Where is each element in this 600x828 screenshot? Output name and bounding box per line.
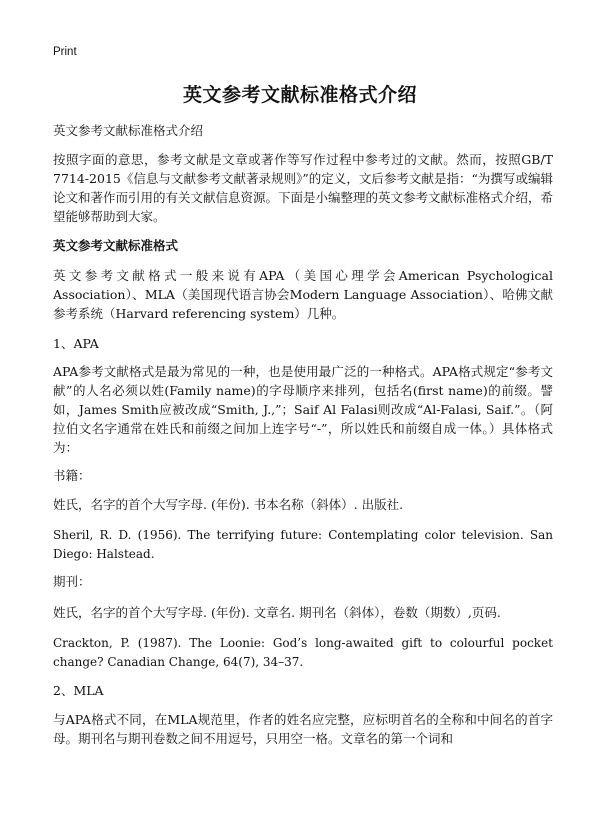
mla-paragraph: 与APA格式不同，在MLA规范里，作者的姓名应完整，应标明首名的全称和中间名的首字母。期刊名与期刊卷数之间不用逗号，只用空一格。文章名的第一个词和 xyxy=(53,712,553,746)
apa-heading: 1、APA xyxy=(53,336,99,351)
journal-format: 姓氏，名字的首个大写字母. (年份). 文章名. 期刊名（斜体），卷数（期数）,页码. xyxy=(53,605,501,620)
page-title: 英文参考文献标准格式介绍 xyxy=(182,84,417,106)
mla-heading: 2、MLA xyxy=(53,683,104,698)
book-label: 书籍： xyxy=(53,468,91,483)
overview-paragraph: 英文参考文献格式一般来说有APA（美国心理学会American Psychological Association）、MLA（美国现代语言协会Modern Language Association）、哈佛文献参考系统（Harvard referencing system）几种。 xyxy=(53,268,553,321)
book-example: Sheril, R. D. (1956). The terrifying future: Contemplating color television. San Diego: Halstead. xyxy=(53,528,553,561)
book-format: 姓氏，名字的首个大写字母. (年份). 书本名称（斜体）. 出版社. xyxy=(53,497,404,512)
print-label: Print xyxy=(53,46,77,58)
document-subtitle: 英文参考文献标准格式介绍 xyxy=(53,123,204,138)
intro-paragraph: 按照字面的意思，参考文献是文章或著作等写作过程中参考过的文献。然而，按照GB/T 7714-2015《信息与文献参考文献著录规则》”的定义，文后参考文献是指：“为撰写或编辑论文和著作而引用的有关文献信息资源。下面是小编整理的英文参考文献标准格式介绍，希望能够帮助到大家。 xyxy=(53,152,554,224)
section-heading: 英文参考文献标准格式 xyxy=(53,238,179,253)
journal-label: 期刊： xyxy=(53,574,91,589)
journal-example: Crackton, P. (1987). The Loonie: God’s long-awaited gift to colourful pocket change? Canadian Change, 64(7), 34–37. xyxy=(53,636,553,669)
apa-paragraph: APA参考文献格式是最为常见的一种，也是使用最广泛的一种格式。APA格式规定“参考文献”的人名必须以姓(Family name)的字母顺序来排列，包括名(first name)的前缀。譬如，James Smith应被改成“Smith, J.,”；Saif Al Falasi则改成“Al-Falasi, Saif.”。（阿拉伯文名字通常在姓氏和前缀之间加上连字号“-”，所以姓氏和前缀自成一体。）具体格式为： xyxy=(53,364,553,455)
